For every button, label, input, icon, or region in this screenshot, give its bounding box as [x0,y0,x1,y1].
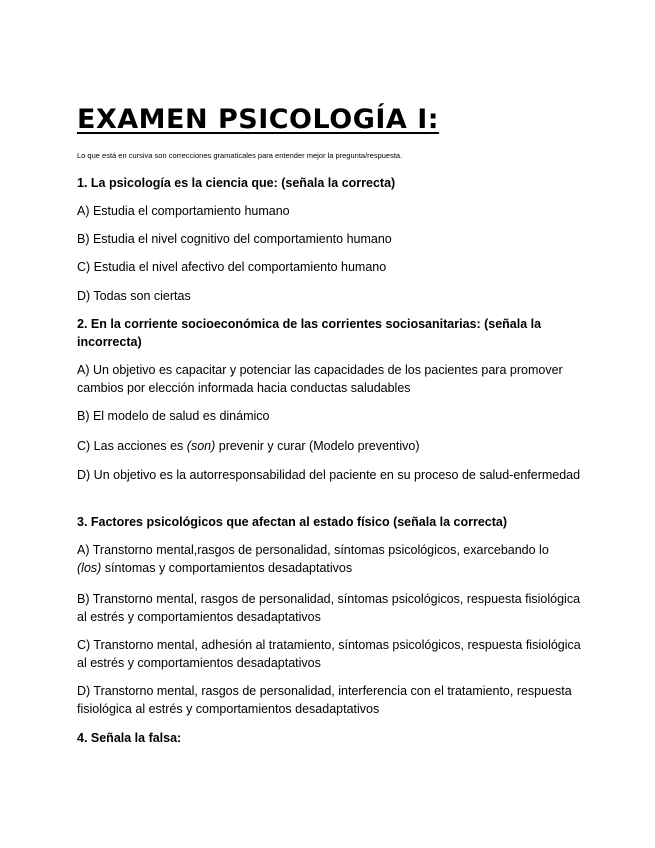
q3-option-a-text-start: A) Transtorno mental,rasgos de personalidad, síntomas psicológicos, exarcebando lo [77,543,549,557]
q3-option-a [77,541,587,577]
exam-title: EXAMEN PSICOLOGÍA I: [77,104,440,135]
q2-option-d: D) Un objetivo es la autorresponsabilidad del paciente en su proceso de salud-enfermedad [77,468,581,482]
q1-option-d: D) Todas son ciertas [77,289,191,303]
q3-option-d: D) Transtorno mental, rasgos de personalidad, interferencia con el tratamiento, respuesta fisiológica al estrés y comportamientos desadaptativos [77,684,572,716]
q3-option-a-correction: (los) [77,561,102,575]
q2-option-c [77,437,587,455]
question-1: 1. La psicología es la ciencia que: (señala la correcta) [77,176,396,190]
q2-option-b: B) El modelo de salud es dinámico [77,409,270,423]
q2-option-c-text-end: prevenir y curar (Modelo preventivo) [215,439,420,453]
question-3: 3. Factores psicológicos que afectan al estado físico (señala la correcta) [77,515,508,529]
question-4: 4. Señala la falsa: [77,731,182,745]
q2-option-c-correction: (son) [186,439,216,453]
q1-option-c: C) Estudia el nivel afectivo del comportamiento humano [77,260,387,274]
q2-option-c-text-start: C) Las acciones es [77,439,187,453]
q1-option-a: A) Estudia el comportamiento humano [77,204,290,218]
q3-option-c: C) Transtorno mental, adhesión al tratamiento, síntomas psicológicos, respuesta fisiológica al estrés y comportamientos desadaptativos [77,638,581,670]
q3-option-b: B) Transtorno mental, rasgos de personalidad, síntomas psicológicos, respuesta fisiológica al estrés y comportamientos desadaptativos [77,592,581,624]
question-2: 2. En la corriente socioeconómica de las corrientes sociosanitarias: (señala la incorrecta) [77,317,542,349]
italic-note: Lo que está en cursiva son correcciones gramaticales para entender mejor la pregunta/respuesta. [77,151,403,160]
q1-option-b: B) Estudia el nivel cognitivo del comportamiento humano [77,232,392,246]
q2-option-a: A) Un objetivo es capacitar y potenciar las capacidades de los pacientes para promover cambios por elección informada hacia conductas saludables [77,363,563,395]
q3-option-a-text-end: síntomas y comportamientos desadaptativos [101,561,353,575]
